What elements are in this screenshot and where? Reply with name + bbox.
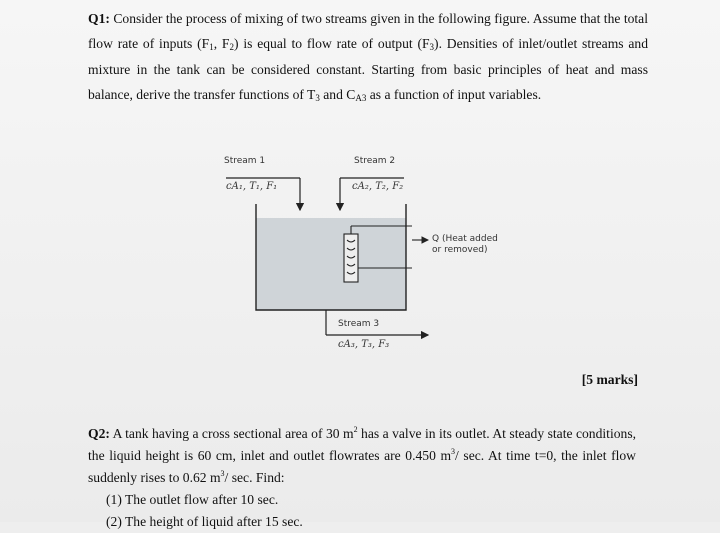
superscript: 3 (451, 447, 456, 456)
q1-text: as a function of input variables. (366, 87, 542, 103)
q1-text: Consider the process of mixing of two streams given in the following figure. Assume that the total flow rate of inputs (F (88, 11, 648, 52)
subscript: 2 (229, 42, 234, 53)
stream1-variables: cA₁, T₁, F₁ (226, 181, 278, 192)
subscript: A3 (355, 93, 367, 104)
mixing-tank-figure (196, 150, 526, 360)
q2-item: (2) The height of liquid after 15 sec. (106, 514, 303, 529)
question-2 (88, 423, 636, 533)
superscript: 3 (220, 469, 225, 478)
q1-text: ). Densities of inlet/outlet streams and mixture in the tank can be considered constant. Starting from basic principles of heat and mass balance, derive the transfer functions of T (88, 36, 649, 103)
heat-label-line1: Q (Heat added (432, 234, 498, 244)
tank-liquid (256, 218, 406, 310)
question-1-label: Q1: (88, 11, 110, 26)
q1-text: , F (213, 36, 230, 52)
q1-text: ) is equal to flow rate of output (F (233, 36, 430, 52)
marks-label: [5 marks] (581, 372, 638, 387)
q2-text: / sec. Find: (224, 470, 285, 485)
subscript: 3 (315, 93, 320, 104)
superscript: 2 (353, 425, 358, 434)
stream2-variables: cA₂, T₂, F₂ (352, 181, 404, 192)
question-1 (88, 6, 648, 108)
q2-text: has a valve in its outlet. At steady state conditions, the liquid height is 60 cm, inlet and outlet flowrates are 0.450 m (88, 426, 637, 463)
question-2-label: Q2: (88, 426, 110, 441)
q2-item: (1) The outlet flow after 10 sec. (106, 492, 279, 507)
q2-text: A tank having a cross sectional area of 30 m (109, 426, 354, 441)
stream3-label: Stream 3 (338, 319, 380, 329)
stream2-label: Stream 2 (354, 156, 396, 166)
q1-text: and C (319, 87, 356, 103)
subscript: 1 (209, 42, 214, 53)
subscript: 3 (429, 42, 435, 53)
q2-text: / sec. At time t=0, the inlet flow suddenly rises to 0.62 m (88, 448, 636, 485)
stream3-variables: cA₃, T₃, F₃ (338, 339, 390, 350)
stream1-label: Stream 1 (224, 156, 266, 166)
heat-label-line2: or removed) (432, 245, 488, 255)
q2-paragraph (88, 423, 636, 489)
